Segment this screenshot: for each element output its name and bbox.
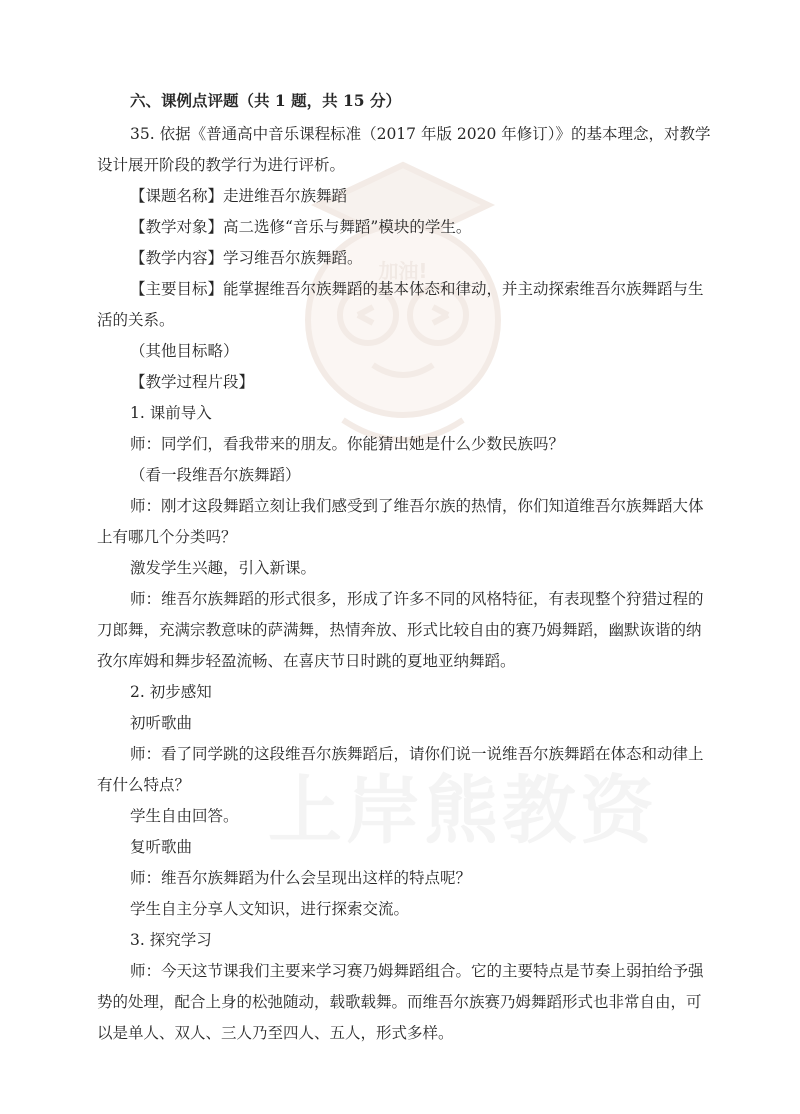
dialogue-line: 师：维吾尔族舞蹈的形式很多，形成了许多不同的风格特征，有表现整个狩猎过程的 <box>130 590 704 608</box>
sub-heading: 初听歌曲 <box>130 714 193 732</box>
note-line: 激发学生兴趣，引入新课。 <box>130 559 317 577</box>
step-heading: 1. 课前导入 <box>130 404 212 422</box>
dialogue-line: 以是单人、双人、三人乃至四人、五人，形式多样。 <box>97 1024 454 1042</box>
lesson-goal: 【主要目标】能掌握维吾尔族舞蹈的基本体态和律动，并主动探索维吾尔族舞蹈与生 <box>130 280 704 298</box>
mascot-watermark-label: 加油! <box>378 259 428 283</box>
dialogue-line: 上有哪几个分类吗？ <box>97 528 237 546</box>
step-heading: 2. 初步感知 <box>130 683 212 701</box>
lesson-other-goals: （其他目标略） <box>130 342 239 360</box>
lesson-title: 【课题名称】走进维吾尔族舞蹈 <box>130 187 348 205</box>
dialogue-line: 刀郎舞，充满宗教意味的萨满舞，热情奔放、形式比较自由的赛乃姆舞蹈，幽默诙谐的纳 <box>97 621 702 639</box>
dialogue-line: 孜尔库姆和舞步轻盈流畅、在喜庆节日时跳的夏地亚纳舞蹈。 <box>97 652 516 670</box>
note-line: 学生自由回答。 <box>130 807 239 825</box>
lesson-audience: 【教学对象】高二选修“音乐与舞蹈”模块的学生。 <box>130 218 472 236</box>
dialogue-line: 师：今天这节课我们主要来学习赛乃姆舞蹈组合。它的主要特点是节奏上弱拍给予强 <box>130 962 704 980</box>
lesson-goal: 活的关系。 <box>97 311 175 329</box>
dialogue-line: 师：同学们，看我带来的朋友。你能猜出她是什么少数民族吗？ <box>130 435 565 453</box>
process-heading: 【教学过程片段】 <box>130 373 255 391</box>
note-line: （看一段维吾尔族舞蹈） <box>130 466 301 484</box>
dialogue-line: 师：刚才这段舞蹈立刻让我们感受到了维吾尔族的热情，你们知道维吾尔族舞蹈大体 <box>130 497 704 515</box>
question-line: 设计展开阶段的教学行为进行评析。 <box>97 156 346 174</box>
dialogue-line: 师：维吾尔族舞蹈为什么会呈现出这样的特点呢？ <box>130 869 472 887</box>
dialogue-line: 势的处理，配合上身的松弛随动，载歌载舞。而维吾尔族赛乃姆舞蹈形式也非常自由，可 <box>97 993 702 1011</box>
sub-heading: 复听歌曲 <box>130 838 193 856</box>
lesson-content: 【教学内容】学习维吾尔族舞蹈。 <box>130 249 363 267</box>
dialogue-line: 有什么特点？ <box>97 776 191 794</box>
question-line: 35. 依据《普通高中音乐课程标准（2017 年版 2020 年修订）》的基本理念，对教学 <box>130 125 711 143</box>
dialogue-line: 师：看了同学跳的这段维吾尔族舞蹈后，请你们说一说维吾尔族舞蹈在体态和动律上 <box>130 745 704 763</box>
watermark-text: 上岸熊教资 <box>268 768 658 854</box>
note-line: 学生自主分享人文知识，进行探索交流。 <box>130 900 410 918</box>
section-title: 六、课例点评题（共 1 题，共 15 分） <box>130 91 401 110</box>
step-heading: 3. 探究学习 <box>130 931 212 949</box>
